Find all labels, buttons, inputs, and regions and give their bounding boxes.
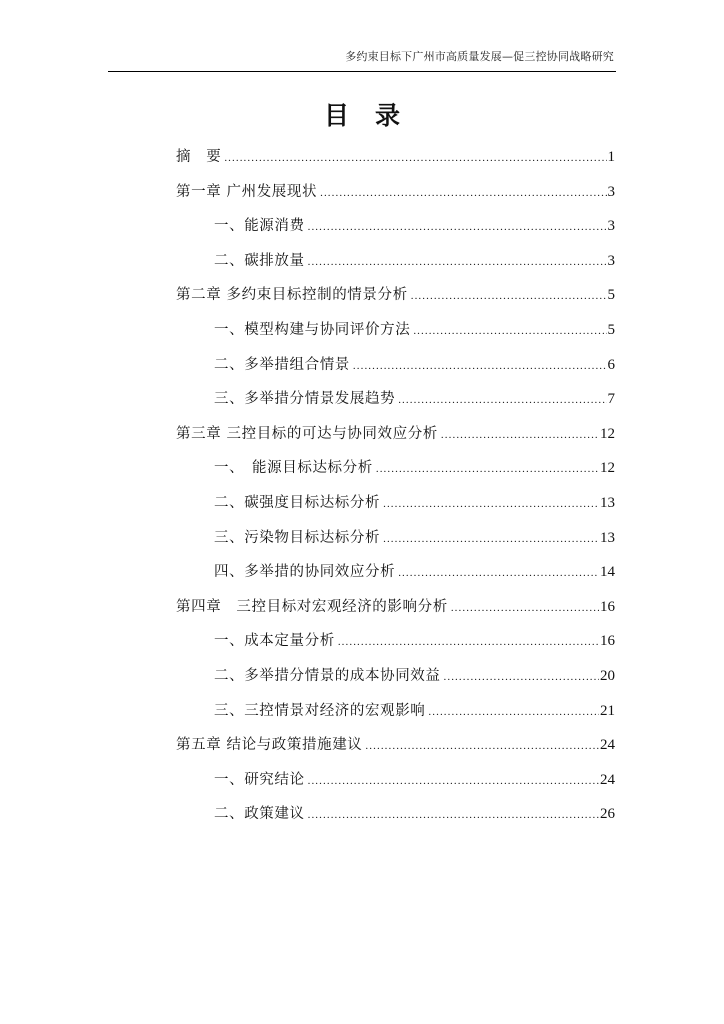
toc-entry-label: 四、多举措的协同效应分析: [214, 564, 396, 581]
toc-entry-page: 26: [600, 806, 615, 823]
toc-entry-label: 一、研究结论: [214, 771, 305, 788]
toc-entry[interactable]: [176, 521, 615, 556]
toc-leader-dots: [444, 660, 600, 695]
toc-entry-label: 三、多举措分情景发展趋势: [214, 391, 396, 408]
toc-entry[interactable]: [176, 486, 615, 521]
toc-entry-page: 24: [600, 737, 615, 754]
toc-entry-page: 3: [607, 218, 615, 235]
toc-leader-dots: [413, 314, 606, 349]
toc-entry-page: 6: [607, 356, 615, 373]
toc-entry-page: 16: [600, 633, 615, 650]
toc-leader-dots: [320, 176, 606, 211]
toc-leader-dots: [428, 695, 599, 730]
toc-entry-label: 一、能源消费: [214, 218, 305, 235]
toc-entry[interactable]: [176, 624, 615, 659]
toc-leader-dots: [376, 452, 599, 487]
toc-entry[interactable]: [176, 590, 615, 625]
toc-leader-dots: [398, 383, 606, 418]
toc-entry-page: 14: [600, 564, 615, 581]
toc-entry-page: 20: [600, 667, 615, 684]
toc-leader-dots: [308, 798, 599, 833]
toc-leader-dots: [308, 210, 607, 245]
toc-entry-label: 第一章 广州发展现状: [176, 183, 318, 200]
toc-leader-dots: [338, 625, 599, 660]
toc-entry-label: 二、多举措组合情景: [214, 356, 350, 373]
toc-entry-label: 二、政策建议: [214, 806, 305, 823]
toc-entry-label: 第五章 结论与政策措施建议: [176, 737, 363, 754]
toc-entry[interactable]: [176, 555, 615, 590]
toc-entry-page: 3: [607, 183, 615, 200]
toc-entry-label: 三、三控情景对经济的宏观影响: [214, 702, 426, 719]
toc-entry-page: 5: [607, 321, 615, 338]
toc-leader-dots: [308, 764, 599, 799]
toc-leader-dots: [451, 591, 599, 626]
toc-entry-label: 二、碳强度目标达标分析: [214, 494, 381, 511]
toc-entry-page: 5: [607, 287, 615, 304]
running-header: 多约束目标下广州市高质量发展—促三控协同战略研究: [345, 50, 614, 63]
toc-leader-dots: [441, 418, 599, 453]
toc-entry[interactable]: [176, 659, 615, 694]
toc-entry[interactable]: [176, 348, 615, 383]
toc-leader-dots: [398, 556, 599, 591]
toc-leader-dots: [353, 349, 607, 384]
toc-entry-label: 摘 要: [176, 149, 222, 165]
toc-entry-label: 一、 能源目标达标分析: [214, 460, 373, 477]
toc-entry[interactable]: [176, 763, 615, 798]
header-rule: [108, 71, 616, 72]
toc-leader-dots: [411, 279, 607, 314]
toc-entry-label: 二、碳排放量: [214, 252, 305, 269]
toc-entry[interactable]: [176, 175, 615, 210]
toc-entry[interactable]: [176, 313, 615, 348]
toc-leader-dots: [224, 141, 606, 176]
toc-leader-dots: [383, 522, 599, 557]
toc-entry-label: 第四章 三控目标对宏观经济的影响分析: [176, 598, 448, 615]
toc-entry-page: 7: [607, 391, 615, 408]
toc-entry-page: 1: [607, 149, 615, 165]
toc-entry-page: 13: [600, 494, 615, 511]
toc-entry[interactable]: [176, 728, 615, 763]
toc-entry-page: 3: [607, 252, 615, 269]
toc-entry-label: 第二章 多约束目标控制的情景分析: [176, 287, 408, 304]
toc-title: 目录: [323, 101, 426, 130]
toc-entry[interactable]: [176, 797, 615, 832]
toc-entry-label: 一、模型构建与协同评价方法: [214, 321, 411, 338]
toc-entry[interactable]: [176, 694, 615, 729]
toc-entry-page: 21: [600, 702, 615, 719]
toc-entry[interactable]: [176, 382, 615, 417]
table-of-contents: [176, 140, 615, 832]
toc-leader-dots: [308, 245, 607, 280]
toc-entry-page: 12: [600, 460, 615, 477]
toc-leader-dots: [365, 729, 599, 764]
toc-entry[interactable]: [176, 417, 615, 452]
toc-entry-label: 第三章 三控目标的可达与协同效应分析: [176, 425, 438, 442]
toc-entry-page: 13: [600, 529, 615, 546]
toc-entry[interactable]: [176, 451, 615, 486]
toc-entry-page: 16: [600, 598, 615, 615]
toc-entry[interactable]: [176, 244, 615, 279]
toc-entry-label: 一、成本定量分析: [214, 633, 335, 650]
toc-entry-page: 12: [600, 425, 615, 442]
toc-entry-page: 24: [600, 771, 615, 788]
toc-entry-label: 三、污染物目标达标分析: [214, 529, 381, 546]
toc-entry-label: 二、多举措分情景的成本协同效益: [214, 667, 441, 684]
toc-leader-dots: [383, 487, 599, 522]
toc-entry[interactable]: [176, 278, 615, 313]
toc-entry[interactable]: [176, 209, 615, 244]
toc-entry[interactable]: [176, 140, 615, 175]
